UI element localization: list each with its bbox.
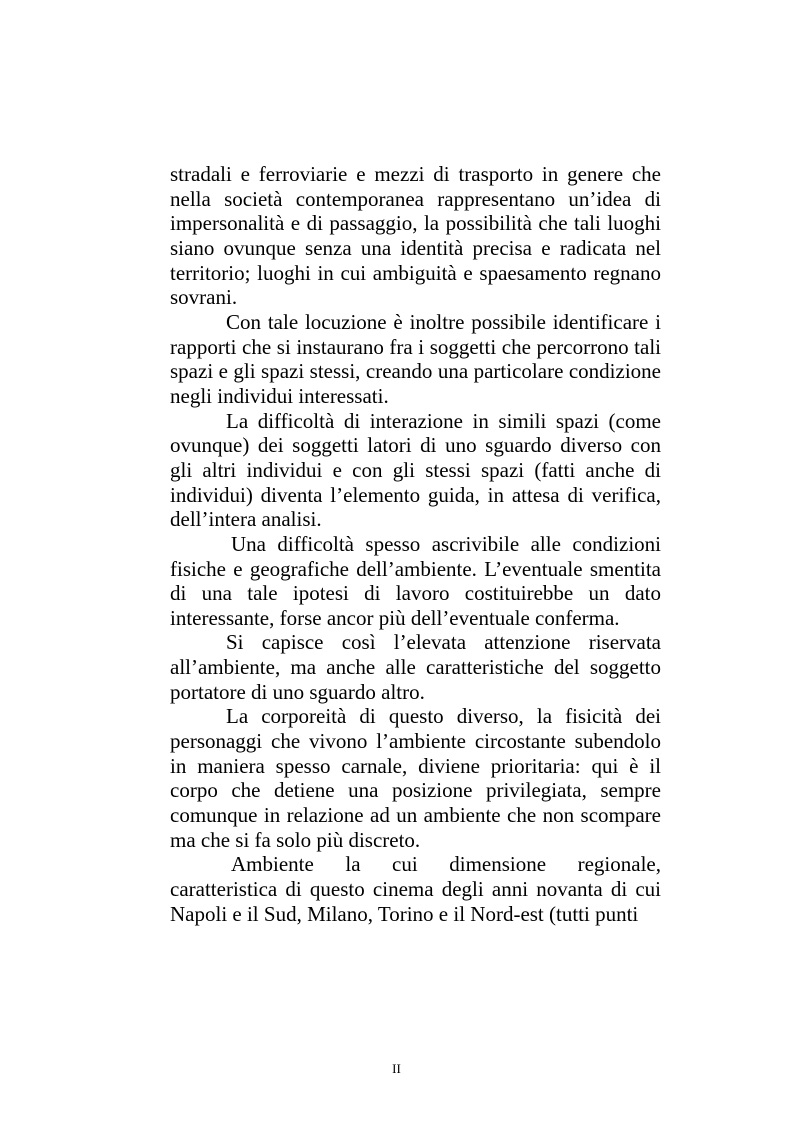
paragraph-continuation: stradali e ferroviarie e mezzi di trasporto in genere che nella società contemporanea rappresentano un’idea di impersonalità e di passaggio, la possibilità che tali luoghi siano ovunque senza una identità precisa e radicata nel territorio; luoghi in cui ambiguità e spaesamento regnano sovrani.: [170, 162, 661, 310]
paragraph-condizioni-fisiche: Una difficoltà spesso ascrivibile alle condizioni fisiche e geografiche dell’ambiente. L’eventuale smentita di una tale ipotesi di lavoro costituirebbe un dato interessante, forse ancor più dell’eventuale conferma.: [170, 531, 661, 630]
paragraph-attenzione-ambiente: Si capisce così l’elevata attenzione riservata all’ambiente, ma anche alle caratteristiche del soggetto portatore di uno sguardo altro.: [170, 630, 661, 704]
paragraph-locuzione: Con tale locuzione è inoltre possibile identificare i rapporti che si instaurano fra i soggetti che percorrono tali spazi e gli spazi stessi, creando una particolare condizione negli individui interessati.: [170, 309, 661, 408]
body-text: [170, 162, 661, 926]
paragraph-difficolta-interazione: La difficoltà di interazione in simili spazi (come ovunque) dei soggetti latori di uno sguardo diverso con gli altri individui e con gli stessi spazi (fatti anche di individui) diventa l’elemento guida, in attesa di verifica, dell’intera analisi.: [170, 408, 661, 532]
paragraph-dimensione-regionale: Ambiente la cui dimensione regionale, caratteristica di questo cinema degli anni novanta di cui Napoli e il Sud, Milano, Torino e il Nord-est (tutti punti: [170, 852, 661, 926]
page-number: II: [392, 1061, 401, 1076]
paragraph-corporeita: La corporeità di questo diverso, la fisicità dei personaggi che vivono l’ambiente circostante subendolo in maniera spesso carnale, diviene prioritaria: qui è il corpo che detiene una posizione privilegiata, sempre comunque in relazione ad un ambiente che non scompare ma che si fa solo più discreto.: [170, 704, 661, 852]
